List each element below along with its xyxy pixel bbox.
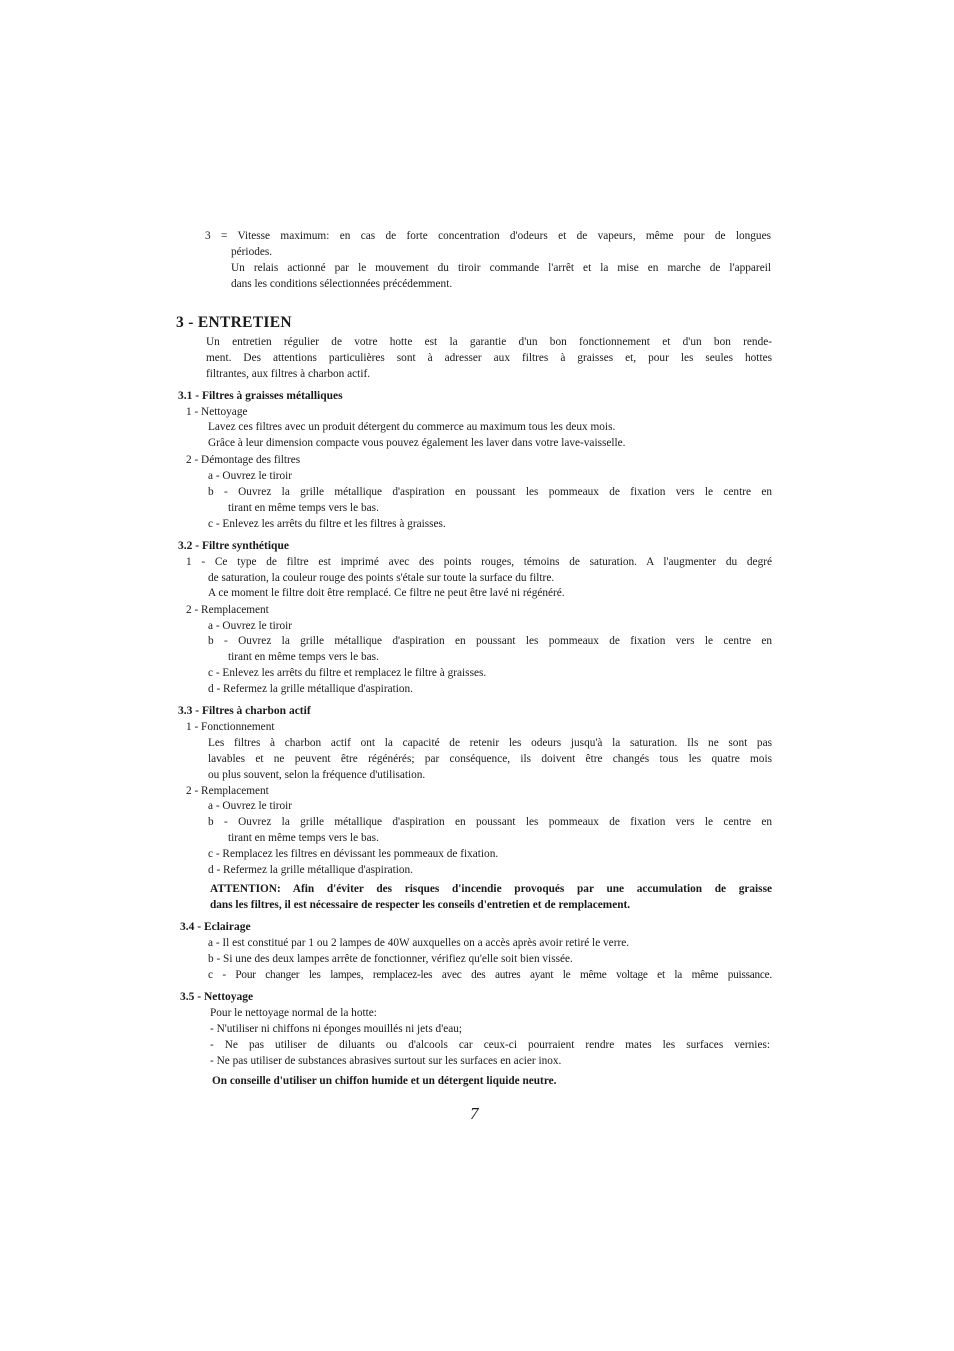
subsection-title-3-1: 3.1 - Filtres à graisses métalliques xyxy=(178,390,343,402)
step-a: a - Ouvrez le tiroir xyxy=(208,470,293,482)
step-b: b - Ouvrez la grille métallique d'aspiration en poussant les pommeaux de fixation vers le centre en xyxy=(208,635,772,647)
list-item: 2 - Démontage des filtres xyxy=(186,454,301,466)
list-item: 1 - Ce type de filtre est imprimé avec des points rouges, témoins de saturation. A l'augmenter du degré xyxy=(186,556,772,568)
cleaning-advice: On conseille d'utiliser un chiffon humide et un détergent liquide neutre. xyxy=(212,1075,557,1087)
cleaning-rule: - Ne pas utiliser de diluants ou d'alcools car ceux-ci pourraient rendre mates les surfaces vernies: xyxy=(210,1039,770,1051)
step-b-cont: tirant en même temps vers le bas. xyxy=(228,502,379,514)
section-intro-line: Un entretien régulier de votre hotte est la garantie d'un bon fonctionnement et d'un bon rende- xyxy=(206,336,772,348)
step-c: c - Remplacez les filtres en dévissant les pommeaux de fixation. xyxy=(208,848,499,860)
speed-3-line: 3 = Vitesse maximum: en cas de forte concentration d'odeurs et de vapeurs, même pour de longues xyxy=(205,230,771,242)
section-intro-line: filtrantes, aux filtres à charbon actif. xyxy=(206,368,371,380)
step-a: a - Ouvrez le tiroir xyxy=(208,800,293,812)
step-b-cont: tirant en même temps vers le bas. xyxy=(228,832,379,844)
step-b: b - Ouvrez la grille métallique d'aspiration en poussant les pommeaux de fixation vers le centre en xyxy=(208,486,772,498)
subsection-title-3-4: 3.4 - Eclairage xyxy=(180,921,251,933)
step-c: c - Enlevez les arrêts du filtre et les filtres à graisses. xyxy=(208,518,446,530)
cleaning-rule: - Ne pas utiliser de substances abrasives surtout sur les surfaces en acier inox. xyxy=(210,1055,562,1067)
list-text: Lavez ces filtres avec un produit détergent du commerce au maximum tous les deux mois. xyxy=(208,421,616,433)
page-number: 7 xyxy=(470,1104,479,1123)
list-text: Grâce à leur dimension compacte vous pouvez également les laver dans votre lave-vaisselle. xyxy=(208,437,626,449)
list-item: 2 - Remplacement xyxy=(186,604,269,616)
subsection-title-3-5: 3.5 - Nettoyage xyxy=(180,991,254,1003)
attention-warning-cont: dans les filtres, il est nécessaire de respecter les conseils d'entretien et de remplacement. xyxy=(210,899,631,911)
speed-3-line-cont: périodes. xyxy=(231,246,273,258)
attention-warning: ATTENTION: Afin d'éviter des risques d'incendie provoqués par une accumulation de graisse xyxy=(210,883,772,895)
list-text: de saturation, la couleur rouge des points s'étale sur toute la surface du filtre. xyxy=(208,572,555,584)
step-c: c - Pour changer les lampes, remplacez-les avec des autres ayant le même voltage et la même puissance. xyxy=(208,969,772,981)
step-d: d - Refermez la grille métallique d'aspiration. xyxy=(208,864,413,876)
list-item: 1 - Nettoyage xyxy=(186,406,248,418)
relay-line: Un relais actionné par le mouvement du tiroir commande l'arrêt et la mise en marche de l'appareil xyxy=(231,262,771,274)
step-b: b - Ouvrez la grille métallique d'aspiration en poussant les pommeaux de fixation vers le centre en xyxy=(208,816,772,828)
list-item: 2 - Remplacement xyxy=(186,785,269,797)
list-text: Les filtres à charbon actif ont la capacité de retenir les odeurs jusqu'à la saturation. Ils ne sont pas xyxy=(208,737,772,749)
list-text: lavables et ne peuvent être régénérés; par conséquence, ils doivent être changés tous les quatre mois xyxy=(208,753,772,765)
section-intro-line: ment. Des attentions particulières sont à adresser aux filtres à graisses et, pour les seules hottes xyxy=(206,352,772,364)
list-text: ou plus souvent, selon la fréquence d'utilisation. xyxy=(208,769,426,781)
list-text: A ce moment le filtre doit être remplacé. Ce filtre ne peut être lavé ni régénéré. xyxy=(208,587,565,599)
step-b-cont: tirant en même temps vers le bas. xyxy=(228,651,379,663)
section-title: 3 - ENTRETIEN xyxy=(176,314,292,331)
subsection-title-3-2: 3.2 - Filtre synthétique xyxy=(178,540,289,552)
subsection-title-3-3: 3.3 - Filtres à charbon actif xyxy=(178,705,311,717)
list-item: 1 - Fonctionnement xyxy=(186,721,275,733)
step-a: a - Il est constitué par 1 ou 2 lampes de 40W auxquelles on a accès après avoir retiré le verre. xyxy=(208,937,630,949)
step-c: c - Enlevez les arrêts du filtre et remplacez le filtre à graisses. xyxy=(208,667,487,679)
step-a: a - Ouvrez le tiroir xyxy=(208,620,293,632)
relay-line-cont: dans les conditions sélectionnées précédemment. xyxy=(231,278,453,290)
cleaning-intro: Pour le nettoyage normal de la hotte: xyxy=(210,1007,377,1019)
step-d: d - Refermez la grille métallique d'aspiration. xyxy=(208,683,413,695)
cleaning-rule: - N'utiliser ni chiffons ni éponges mouillés ni jets d'eau; xyxy=(210,1023,463,1035)
step-b: b - Si une des deux lampes arrête de fonctionner, vérifiez qu'elle soit bien vissée. xyxy=(208,953,573,965)
